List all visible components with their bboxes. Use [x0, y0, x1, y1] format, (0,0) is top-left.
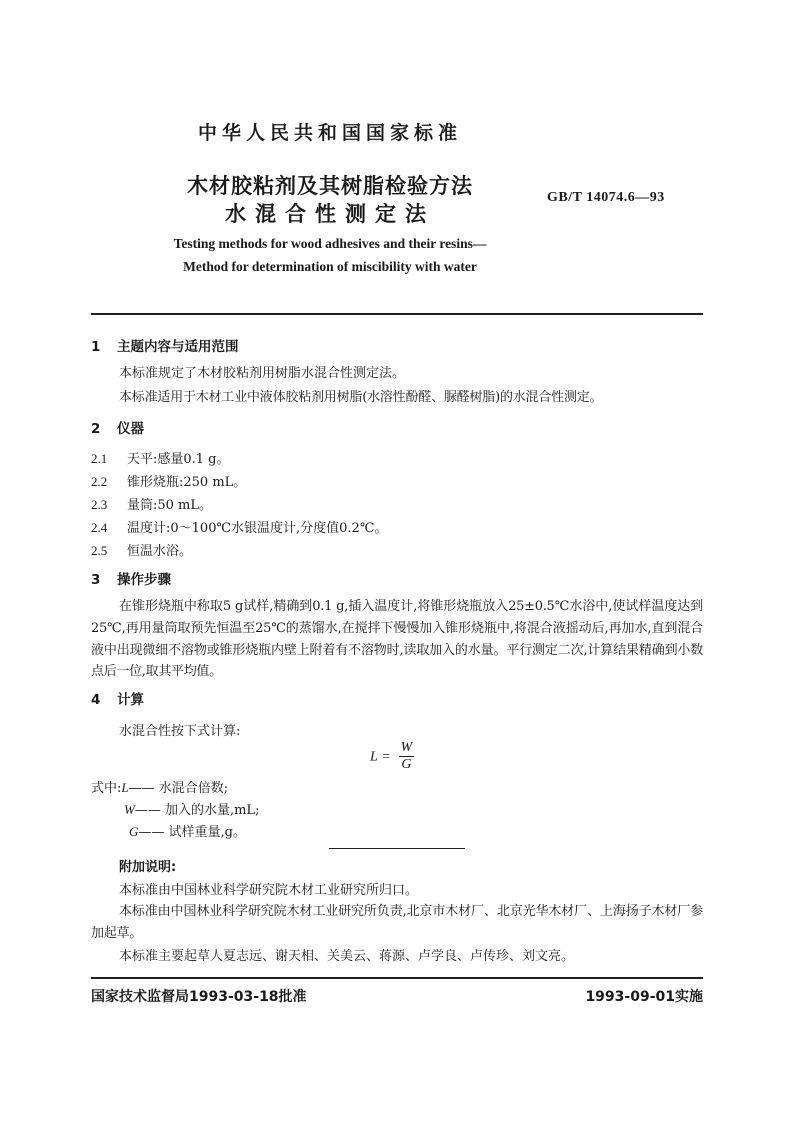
section1-title: 主题内容与适用范围 [117, 339, 239, 355]
title-zh-line1: 木材胶粘剂及其树脂检验方法 [187, 174, 473, 198]
item-number: 2.5 [91, 543, 108, 558]
section2-title: 仪器 [117, 421, 144, 437]
header-divider [91, 313, 703, 315]
section2-heading [91, 417, 144, 437]
item-number: 2.2 [91, 474, 108, 489]
instrument-item [91, 448, 230, 467]
item-number: 2.4 [91, 520, 108, 535]
formula-fraction [399, 740, 415, 773]
item-number: 2.3 [91, 497, 108, 512]
section1-number: 1 [91, 339, 101, 355]
section3-paragraph: 在锥形烧瓶中称取5 g试样,精确到0.1 g,插入温度计,将锥形烧瓶放入25±0.5℃水浴中,使试样温度达到25℃,再用量筒取预先恒温至25℃的蒸馏水,在搅拌下慢慢加入锥形烧瓶中,将混合液摇动后,再加水,直到混合液中出现微细不溶物或锥形烧瓶内壁上附着有不溶物时,读取加入的水量。平行测定二次,计算结果精确到小数点后一位,取其平均值。 [91, 599, 703, 680]
section1-heading [91, 335, 239, 355]
formula-numerator: W [400, 740, 413, 755]
variable-description: —— 试样重量,g。 [138, 825, 246, 840]
where-prefix: 式中: [91, 781, 122, 796]
item-text: 量筒:50 mL。 [127, 498, 213, 513]
formula-denominator: G [401, 757, 412, 772]
section4-heading [91, 688, 144, 708]
title-en-line2: Method for determination of miscibility with water [183, 259, 477, 274]
appendix-paragraph-2: 本标准由中国林业科学研究院木材工业研究所负责,北京市木材厂、北京光华木材厂、上海扬子木材厂参加起草。 [91, 904, 703, 941]
variable-definition [91, 777, 228, 796]
section3-title: 操作步骤 [117, 572, 171, 588]
instrument-item [91, 540, 192, 559]
section1-paragraph-2: 本标准适用于木材工业中液体胶粘剂用树脂(水溶性酚醛、脲醛树脂)的水混合性测定。 [119, 390, 603, 405]
approval-date: 国家技术监督局1993-03-18批准 [91, 989, 307, 1005]
item-text: 天平:感量0.1 g。 [127, 452, 230, 467]
implementation-date: 1993-09-01实施 [585, 989, 703, 1005]
formula-intro: 水混合性按下式计算: [119, 724, 241, 739]
title-en-line1: Testing methods for wood adhesives and their resins— [173, 236, 487, 251]
variable-symbol: W [124, 802, 135, 817]
variable-definition [124, 799, 259, 818]
item-text: 恒温水浴。 [127, 544, 193, 559]
variable-symbol: G [129, 824, 139, 839]
appendix-paragraph-3: 本标准主要起草人夏志远、谢天相、关美云、蒋源、卢学良、卢传珍、刘文亮。 [119, 949, 575, 964]
issuing-organization: 中华人民共和国国家标准 [197, 122, 462, 144]
title-zh-line2: 水混合性测定法 [225, 202, 435, 226]
end-divider [329, 848, 465, 849]
variable-description: —— 水混合倍数; [128, 781, 229, 796]
item-number: 2.1 [91, 451, 108, 466]
appendix-title: 附加说明: [119, 860, 177, 875]
formula [370, 740, 414, 773]
section4-number: 4 [91, 692, 101, 708]
instrument-item [91, 494, 212, 513]
formula-lhs: L [370, 749, 378, 765]
variable-symbol: L [121, 780, 129, 795]
formula-equals: = [382, 749, 391, 765]
variable-definition [129, 821, 246, 840]
section1-paragraph-1: 本标准规定了木材胶粘剂用树脂水混合性测定法。 [119, 366, 406, 381]
item-text: 温度计:0～100℃水银温度计,分度值0.2℃。 [127, 521, 388, 536]
variable-description: —— 加入的水量,mL; [134, 803, 260, 818]
instrument-item [91, 471, 246, 490]
section3-number: 3 [91, 572, 101, 588]
section3-heading [91, 568, 171, 588]
appendix-paragraph-1: 本标准由中国林业科学研究院木材工业研究所归口。 [119, 883, 419, 898]
item-text: 锥形烧瓶:250 mL。 [127, 475, 247, 490]
standard-code: GB/T 14074.6—93 [547, 190, 665, 205]
section4-title: 计算 [117, 692, 144, 708]
section2-number: 2 [91, 421, 101, 437]
instrument-item [91, 517, 387, 536]
footer-divider [91, 977, 703, 979]
